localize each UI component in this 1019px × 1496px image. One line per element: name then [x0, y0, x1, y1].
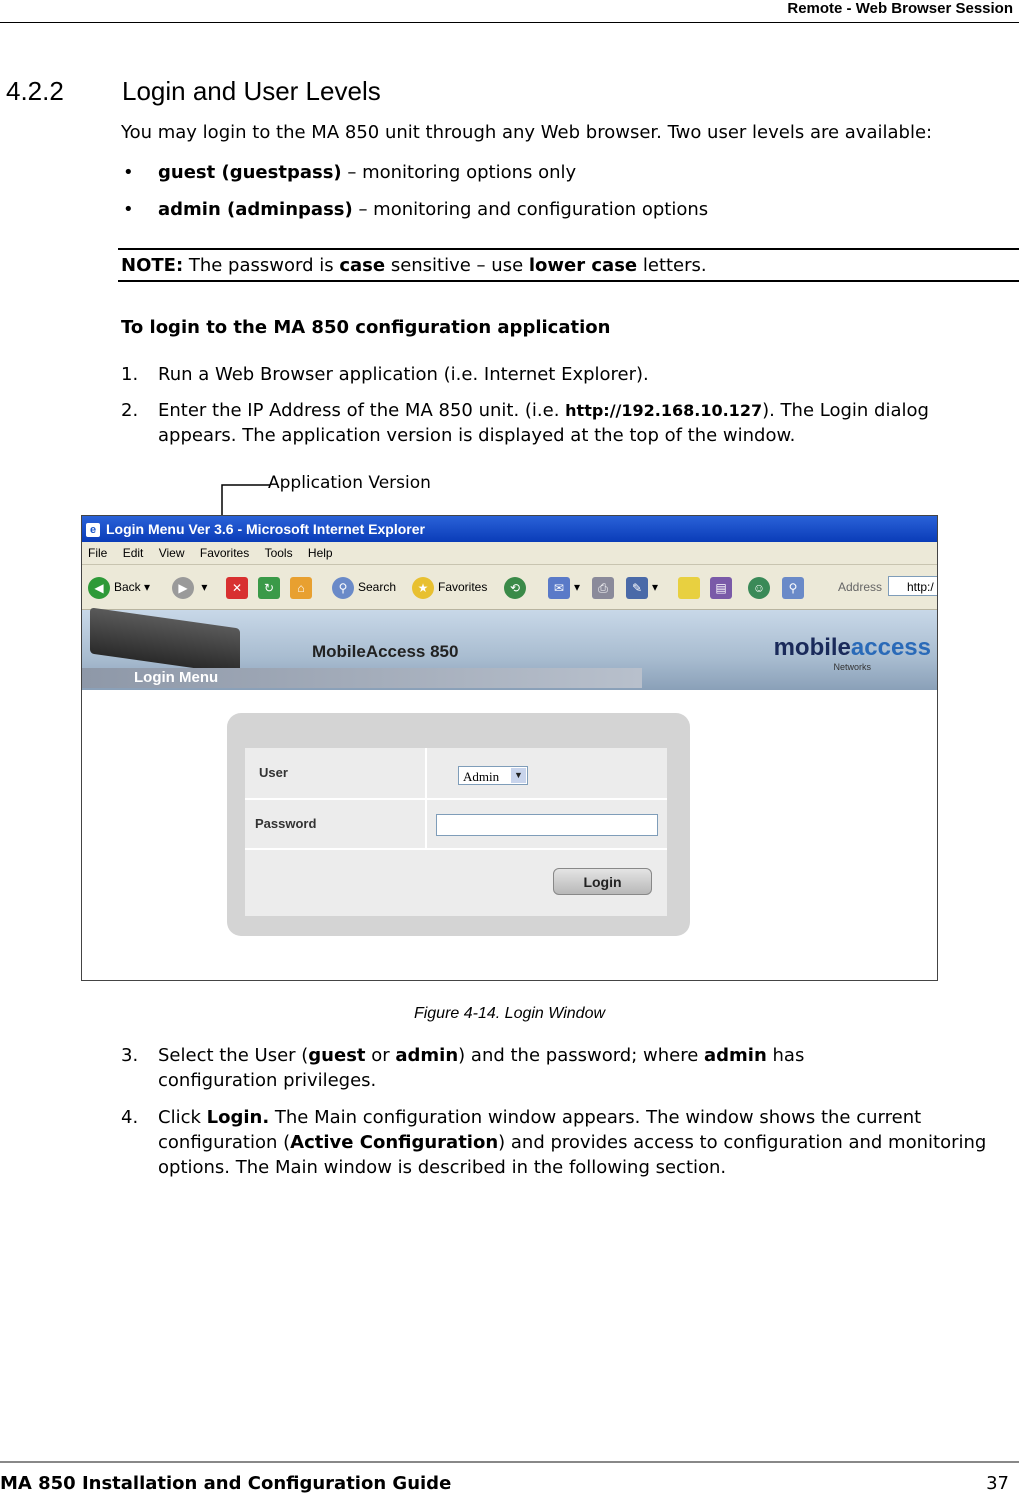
home-button[interactable]	[290, 575, 316, 599]
footer-divider	[0, 1461, 1019, 1463]
menu-favorites[interactable]: Favorites	[199, 546, 250, 560]
step-part: Enter the IP Address of the MA 850 unit. (i.e.	[158, 400, 566, 421]
banner-title: MobileAccess 850	[312, 642, 459, 661]
window-titlebar	[82, 516, 937, 542]
step-number: 1.	[121, 364, 139, 385]
step-part: configuration (	[158, 1132, 291, 1153]
search-button[interactable]	[332, 575, 396, 599]
section-title: Login and User Levels	[122, 76, 381, 106]
step-2-line2: appears. The application version is displayed at the top of the window.	[158, 425, 796, 446]
messenger-button[interactable]	[748, 575, 774, 599]
favorites-label: Favorites	[438, 580, 488, 594]
find-button[interactable]	[782, 575, 808, 599]
stop-icon: ✕	[226, 577, 248, 599]
header-title: Remote - Web Browser Session	[787, 0, 1013, 17]
printer-icon: ⎙	[592, 577, 614, 599]
note-part: sensitive – use	[385, 255, 529, 276]
forward-arrow-icon: ▶	[172, 577, 194, 599]
step-part: Select the User (	[158, 1045, 309, 1066]
menu-edit[interactable]: Edit	[122, 546, 144, 560]
user-select[interactable]	[458, 766, 528, 785]
user-select-value: Admin	[463, 769, 500, 784]
refresh-icon: ↻	[258, 577, 280, 599]
print-button[interactable]	[592, 575, 618, 599]
note-part: The password is	[183, 255, 340, 276]
step-number: 3.	[121, 1045, 139, 1066]
mail-icon: ✉	[548, 577, 570, 599]
edit-icon: ✎	[626, 577, 648, 599]
step-4-line3: options. The Main window is described in the following section.	[158, 1157, 727, 1178]
example-url: http://192.168.10.127	[565, 401, 763, 420]
refresh-button[interactable]	[258, 575, 284, 599]
step-part: The Main configuration window appears. The window shows the current	[269, 1107, 922, 1128]
star-icon: ★	[412, 577, 434, 599]
step-part: ) and the password; where	[458, 1045, 705, 1066]
login-menu-strip: Login Menu	[82, 668, 642, 688]
level-name: guest (guestpass)	[158, 162, 342, 183]
magnifier-icon: ⚲	[782, 577, 804, 599]
edit-button[interactable]: ✎ ▾	[626, 575, 658, 599]
callout-label: Application Version	[268, 473, 431, 493]
intro-text: You may login to the MA 850 unit through any Web browser. Two user levels are available:	[121, 122, 933, 143]
menu-view[interactable]: View	[158, 546, 185, 560]
page-header	[0, 0, 1019, 23]
level-guest	[158, 162, 576, 183]
step-bold: Login.	[206, 1107, 270, 1128]
bullet-icon: •	[123, 199, 134, 220]
search-label: Search	[358, 580, 397, 594]
step-4-line2	[158, 1132, 986, 1153]
step-bold: admin	[395, 1045, 459, 1066]
callout-line	[214, 478, 274, 518]
mail-button[interactable]: ✉ ▾	[548, 575, 580, 599]
note-bold: case	[339, 255, 386, 276]
address-input[interactable]: http:/	[888, 576, 938, 596]
note-bold: lower case	[528, 255, 638, 276]
search-icon: ⚲	[332, 577, 354, 599]
step-part: has	[766, 1045, 805, 1066]
note-text	[121, 255, 707, 276]
note-label: NOTE:	[121, 255, 184, 276]
back-label: Back	[114, 580, 141, 594]
step-3-line2: configuration privileges.	[158, 1070, 377, 1091]
procedure-heading: To login to the MA 850 configuration application	[121, 317, 611, 338]
level-name: admin (adminpass)	[158, 199, 353, 220]
research-icon: ▤	[710, 577, 732, 599]
section-number: 4.2.2	[6, 76, 64, 106]
favorites-button[interactable]	[412, 575, 487, 599]
menu-tools[interactable]: Tools	[264, 546, 293, 560]
step-part: ) and provides access to configuration and monitoring	[498, 1132, 987, 1153]
device-image	[90, 607, 240, 674]
stop-button[interactable]	[226, 575, 252, 599]
logo-part: access	[850, 634, 931, 661]
figure-caption: Figure 4-14. Login Window	[413, 1005, 606, 1022]
bullet-icon: •	[123, 162, 134, 183]
step-bold: admin	[704, 1045, 767, 1066]
step-3-text	[158, 1045, 804, 1066]
company-logo	[774, 634, 931, 662]
user-label: User	[245, 748, 425, 798]
ie-icon: e	[86, 523, 100, 537]
step-2-text	[158, 400, 929, 421]
step-bold: Active Configuration	[290, 1132, 499, 1153]
step-part: or	[365, 1045, 396, 1066]
chevron-down-icon: ▼	[511, 768, 526, 783]
browser-toolbar	[82, 565, 937, 610]
menu-file[interactable]: File	[88, 546, 108, 560]
back-arrow-icon: ◀	[88, 577, 110, 599]
discuss-button[interactable]	[678, 575, 704, 599]
logo-subtitle: Networks	[833, 662, 871, 672]
level-desc: – monitoring options only	[341, 162, 577, 183]
research-button[interactable]	[710, 575, 736, 599]
logo-part: mobile	[773, 634, 851, 661]
menu-help[interactable]: Help	[307, 546, 333, 560]
level-admin	[158, 199, 708, 220]
step-part: Click	[158, 1107, 207, 1128]
history-icon: ⟲	[504, 577, 526, 599]
messenger-icon: ☺	[748, 577, 770, 599]
note-part: letters.	[637, 255, 707, 276]
menu-bar	[82, 542, 937, 565]
footer-title: MA 850 Installation and Configuration Guide	[0, 1473, 452, 1494]
login-window-screenshot	[81, 515, 938, 981]
password-label: Password	[245, 800, 425, 848]
level-desc: – monitoring and configuration options	[352, 199, 709, 220]
page-number: 37	[986, 1473, 1009, 1494]
address-label: Address	[838, 580, 883, 594]
step-number: 2.	[121, 400, 139, 421]
step-4-text	[158, 1107, 921, 1128]
app-banner	[82, 610, 937, 690]
forward-button[interactable]: ▶ ▾	[172, 575, 207, 599]
back-button[interactable]: ◀ Back ▾	[88, 575, 150, 599]
history-button[interactable]	[504, 575, 530, 599]
window-title: Login Menu Ver 3.6 - Microsoft Internet Explorer	[106, 521, 425, 537]
home-icon: ⌂	[290, 577, 312, 599]
note-icon	[678, 577, 700, 599]
step-number: 4.	[121, 1107, 139, 1128]
step-1-text: Run a Web Browser application (i.e. Internet Explorer).	[158, 364, 649, 385]
step-bold: guest	[308, 1045, 366, 1066]
step-part: ). The Login dialog	[762, 400, 929, 421]
password-input[interactable]	[436, 814, 658, 836]
login-button[interactable]: Login	[553, 868, 652, 895]
